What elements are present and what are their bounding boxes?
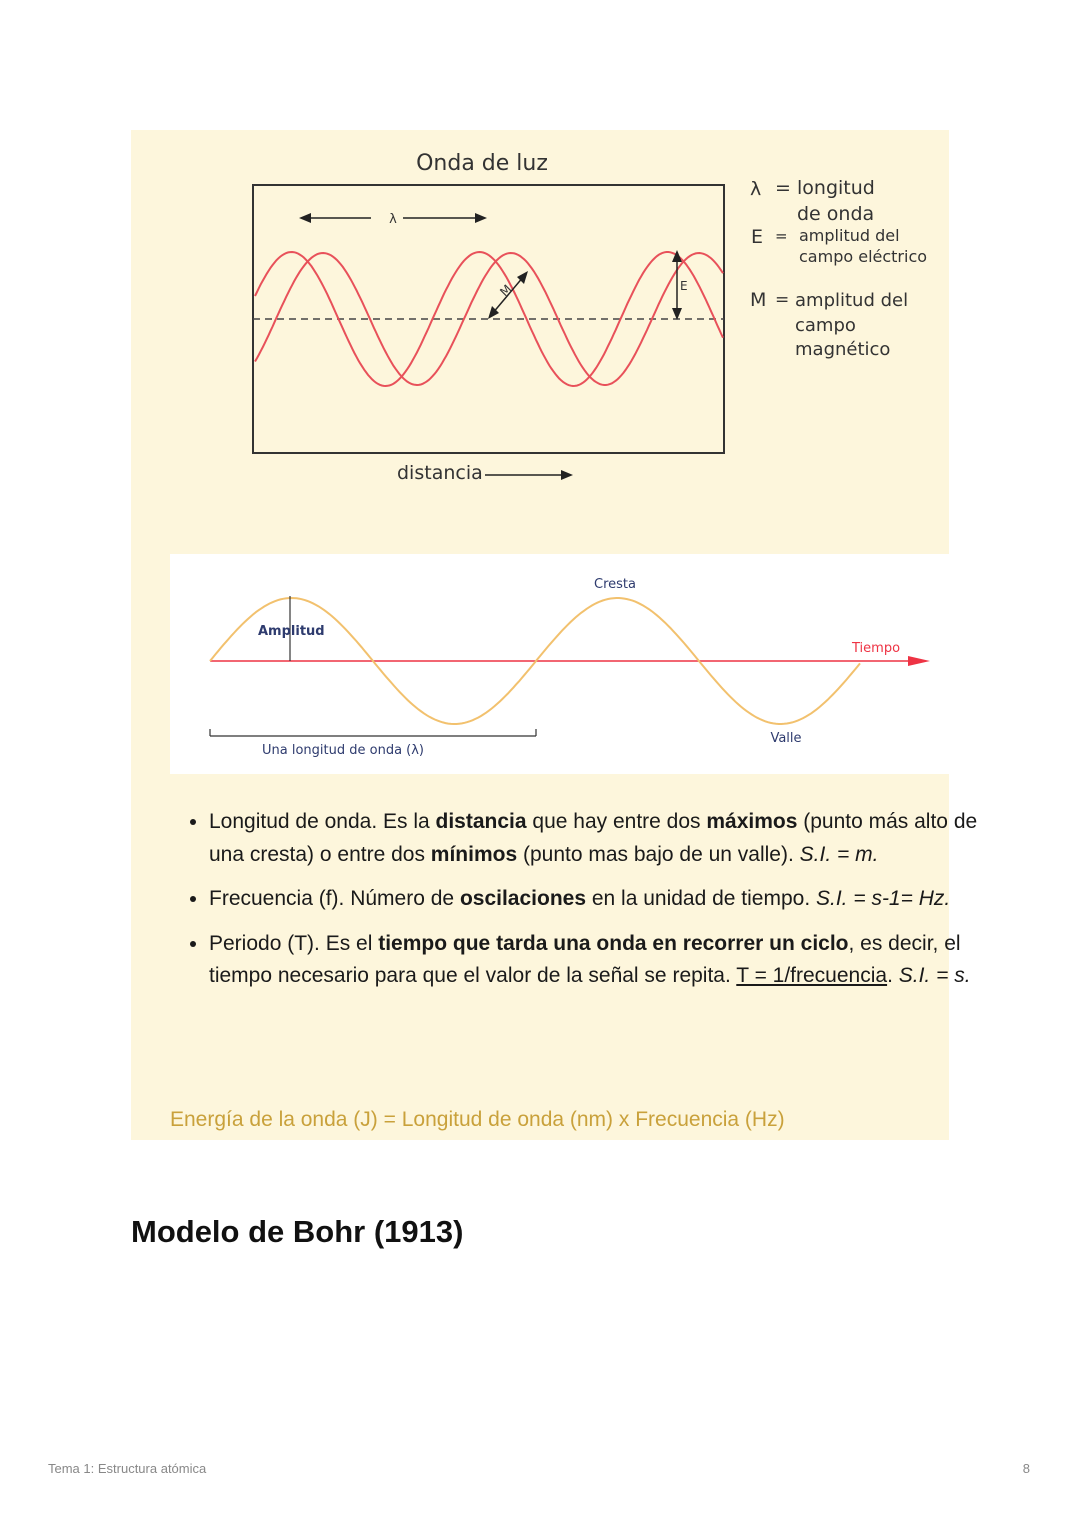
item-text: Longitud de onda. Es la (209, 810, 436, 833)
definitions-list (170, 806, 984, 1005)
figure-title: Onda de luz (416, 151, 548, 176)
amplitude-label: Amplitud (258, 624, 325, 639)
distance-label: distancia (397, 462, 483, 484)
item-bold: oscilaciones (459, 887, 586, 910)
legend-e-line2: campo eléctrico (799, 247, 928, 266)
amplitude-wave-figure (170, 554, 949, 774)
item-bold: mínimos (430, 842, 518, 866)
legend-e-eq: = (775, 227, 788, 245)
item-text: (punto más alto de una cresta) o entre dos (209, 810, 978, 866)
item-text: en la unidad de tiempo. (586, 887, 816, 910)
item-text: , es decir, el tiempo necesario para que el valor de la señal se repita. (209, 931, 961, 987)
footer-chapter: Tema 1: Estructura atómica (48, 1461, 207, 1476)
time-arrowhead (908, 656, 930, 666)
footer-page-number: 8 (1022, 1461, 1030, 1476)
legend-e-line1: amplitud del (799, 226, 900, 245)
energy-formula: Energía de la onda (J) = Longitud de onda (nm) x Frecuencia (Hz) (170, 1108, 785, 1131)
item-text: . (887, 964, 899, 987)
light-wave-figure (131, 130, 949, 554)
item-text: Periodo (T). Es el (209, 931, 379, 955)
list-item (209, 883, 984, 916)
trough-label: Valle (770, 731, 802, 746)
lambda-marker: λ (389, 212, 397, 227)
legend-lambda-symbol: λ (750, 178, 762, 200)
e-marker: E (680, 279, 688, 293)
legend (750, 177, 927, 360)
m-marker: M (497, 281, 515, 300)
legend-lambda-line2: de onda (797, 203, 875, 225)
legend-e-symbol: E (751, 226, 764, 248)
period-formula: T = 1/frecuencia (736, 964, 888, 987)
section-heading: Modelo de Bohr (1913) (131, 1214, 464, 1249)
item-unit: S.I. = m. (799, 842, 879, 866)
item-text: que hay entre dos (526, 810, 707, 833)
item-unit: S.I. = s-1= Hz. (816, 887, 951, 910)
item-text: Frecuencia (f). Número de (209, 887, 460, 910)
legend-lambda-eq: = (775, 177, 791, 199)
legend-m-line3: magnético (795, 339, 891, 360)
item-bold: máximos (706, 810, 798, 833)
list-item (209, 806, 984, 871)
legend-m-line2: campo (795, 315, 856, 336)
legend-m-line1: amplitud del (795, 290, 909, 311)
wavelength-label: Una longitud de onda (λ) (262, 743, 425, 758)
item-text: (punto mas bajo de un valle). (517, 842, 800, 866)
wavelength-bracket (210, 729, 536, 736)
legend-m-eq: = (775, 290, 790, 310)
time-label: Tiempo (852, 641, 901, 656)
legend-m-symbol: M (750, 289, 767, 311)
item-bold: tiempo que tarda una onda en recorrer un ciclo (378, 931, 849, 955)
list-item (209, 928, 984, 993)
crest-label: Cresta (594, 577, 636, 592)
legend-lambda-line1: longitud (797, 177, 875, 199)
item-unit: S.I. = s. (898, 964, 971, 987)
distance-arrowhead (561, 470, 573, 480)
item-bold: distancia (435, 810, 527, 833)
wavelength-arrow (299, 212, 487, 227)
